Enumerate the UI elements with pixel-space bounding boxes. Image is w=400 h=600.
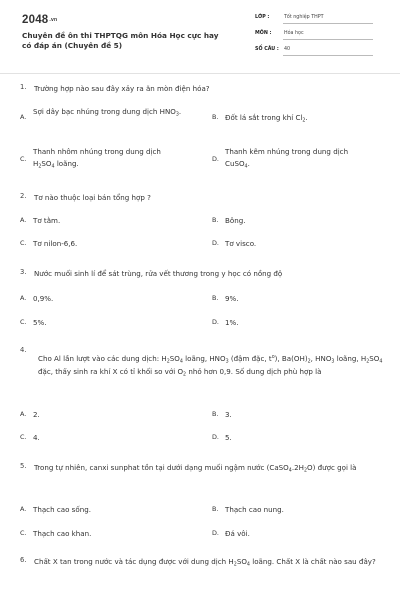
site-logo[interactable]: 2048.vn: [22, 14, 58, 26]
question-text: Tơ nào thuộc loại bán tổng hợp ?: [34, 193, 151, 202]
page-header: [0, 0, 400, 72]
meta-grade-value: Tốt nghiệp THPT: [284, 15, 324, 20]
meta-count-value: 40: [284, 47, 291, 52]
question-number: 3.: [20, 268, 27, 276]
meta-count-label: SỐ CÂU :: [255, 47, 279, 52]
question-text: Chất X tan trong nước và tác dụng được với dung dịch $H_2SO_4$ loãng. Chất X là chất nào sau đây?: [34, 557, 376, 568]
question-number: 6.: [20, 556, 27, 564]
question-number: 5.: [20, 462, 27, 470]
question-text: Trong tự nhiên, canxi sunphat tồn tại dưới dạng muối ngậm nước $(CaSO_4.2H_2O)$ được gọi là: [34, 463, 357, 474]
question-text: Nước muối sinh lí để sát trùng, rửa vết thương trong y học có nồng độ: [34, 269, 283, 278]
question-number: 2.: [20, 192, 27, 200]
meta-subject-value: Hóa học: [284, 31, 304, 36]
meta-subject-label: MÔN :: [255, 31, 272, 36]
question-number: 1.: [20, 83, 27, 91]
question-number: 4.: [20, 346, 27, 354]
question-text: Cho Al lần lượt vào các dung dịch: $H_2SO_4$ loãng, $HNO_3$ (đậm đặc, $t^o$), $Ba(OH)_2$, $HNO_3$ loãng, $H_2SO_4$ đặc, thấy sinh ra khí X có tỉ khối so với $O_2$ nhỏ hơn 0,9. Số dung dịch phù hợp là: [38, 354, 383, 378]
header-divider: [0, 73, 400, 74]
meta-grade-label: LỚP :: [255, 15, 270, 20]
document-title: Chuyên đề ôn thi THPTQG môn Hóa Học cực hay có đáp án (Chuyên đề 5): [22, 31, 219, 50]
question-text: Trường hợp nào sau đây xảy ra ăn mòn điện hóa?: [34, 84, 210, 93]
